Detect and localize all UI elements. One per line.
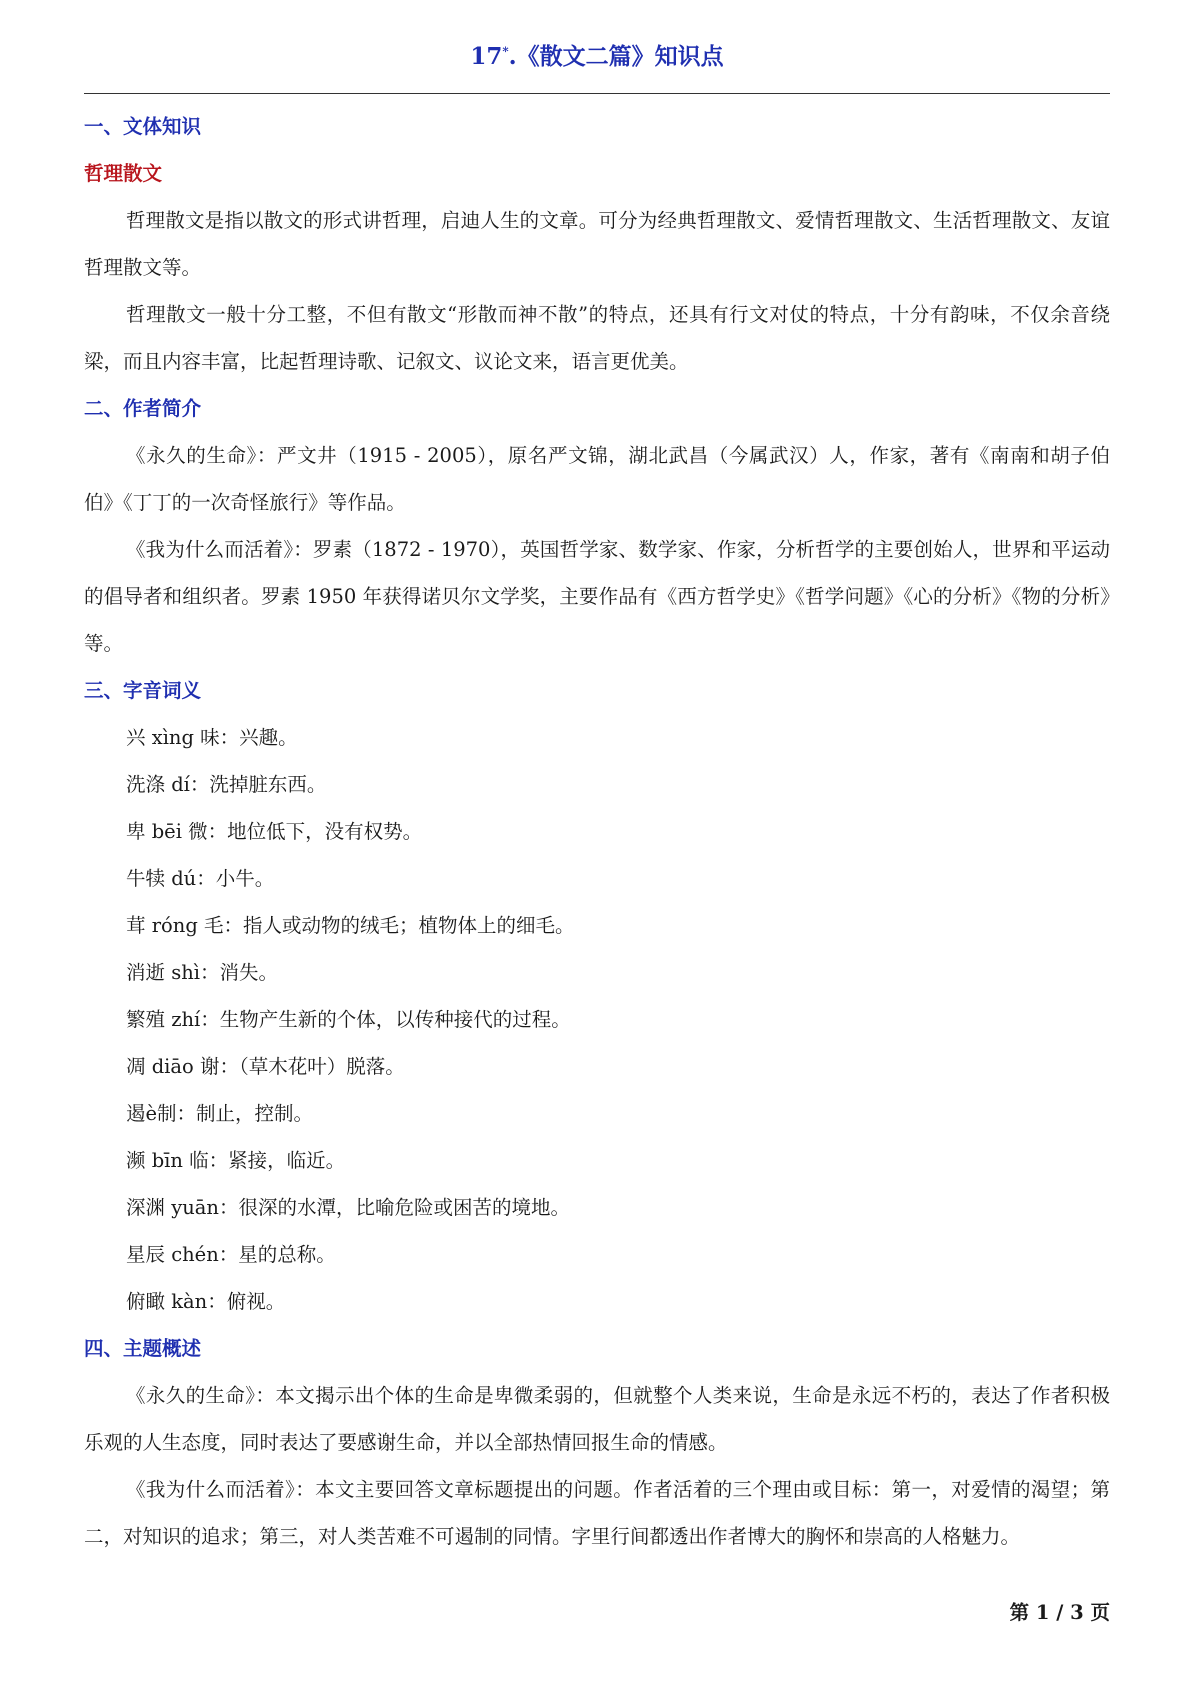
vocab-item: 兴 xìng 味：兴趣。 — [126, 726, 298, 749]
paragraph-author-2: 《我为什么而活着》：罗素（1872 - 1970），英国哲学家、数学家、作家，分析哲学的主要创始人，世界和平运动的倡导者和组织者。罗素 1950 年获得诺贝尔文学奖，主要作品有《西方哲学史》《哲学问题》《心的分析》《物的分析》等。 — [84, 538, 1110, 655]
paragraph-author-1: 《永久的生命》：严文井（1915 - 2005），原名严文锦，湖北武昌（今属武汉）人，作家，著有《南南和胡子伯伯》《丁丁的一次奇怪旅行》等作品。 — [84, 444, 1110, 514]
vocab-item: 洗涤 dí：洗掉脏东西。 — [126, 773, 327, 796]
vocab-item: 深渊 yuān：很深的水潭，比喻危险或困苦的境地。 — [126, 1196, 570, 1219]
vocab-item: 濒 bīn 临：紧接，临近。 — [126, 1149, 346, 1172]
title-divider — [84, 93, 1110, 94]
document-body — [84, 103, 1110, 1560]
vocab-item: 凋 diāo 谢：（草木花叶）脱落。 — [126, 1055, 405, 1078]
vocab-item: 茸 róng 毛：指人或动物的绒毛；植物体上的细毛。 — [126, 914, 575, 937]
vocab-item: 遏è制：制止，控制。 — [126, 1102, 314, 1125]
title-mark: * — [502, 44, 509, 59]
vocab-item: 星辰 chén：星的总称。 — [126, 1243, 336, 1266]
title-text: .《散文二篇》知识点 — [508, 43, 724, 70]
paragraph-theme-2: 《我为什么而活着》：本文主要回答文章标题提出的问题。作者活着的三个理由或目标：第一，对爱情的渴望；第二，对知识的追求；第三，对人类苦难不可遏制的同情。字里行间都透出作者博大的胸怀和崇高的人格魅力。 — [84, 1478, 1110, 1548]
paragraph-genre-2: 哲理散文一般十分工整，不但有散文“形散而神不散”的特点，还具有行文对仗的特点，十分有韵味，不仅余音绕梁，而且内容丰富，比起哲理诗歌、记叙文、议论文来，语言更优美。 — [84, 303, 1110, 373]
vocab-item: 牛犊 dú：小牛。 — [126, 867, 275, 890]
subheading-philosophical-prose: 哲理散文 — [84, 162, 163, 185]
section-heading-genre: 一、文体知识 — [84, 115, 202, 138]
paragraph-genre-1: 哲理散文是指以散文的形式讲哲理，启迪人生的文章。可分为经典哲理散文、爱情哲理散文、生活哲理散文、友谊哲理散文等。 — [84, 209, 1110, 279]
section-heading-vocabulary: 三、字音词义 — [84, 679, 202, 702]
page-number: 第 1 / 3 页 — [1009, 1601, 1110, 1624]
vocab-item: 卑 bēi 微：地位低下，没有权势。 — [126, 820, 423, 843]
page-title — [84, 42, 1110, 72]
vocab-item: 消逝 shì：消失。 — [126, 961, 279, 984]
section-heading-theme: 四、主题概述 — [84, 1337, 202, 1360]
vocab-item: 俯瞰 kàn：俯视。 — [126, 1290, 286, 1313]
title-number: 17 — [470, 43, 503, 70]
section-heading-author: 二、作者简介 — [84, 397, 202, 420]
vocab-item: 繁殖 zhí：生物产生新的个体，以传种接代的过程。 — [126, 1008, 571, 1031]
paragraph-theme-1: 《永久的生命》：本文揭示出个体的生命是卑微柔弱的，但就整个人类来说，生命是永远不朽的，表达了作者积极乐观的人生态度，同时表达了要感谢生命，并以全部热情回报生命的情感。 — [84, 1384, 1110, 1454]
